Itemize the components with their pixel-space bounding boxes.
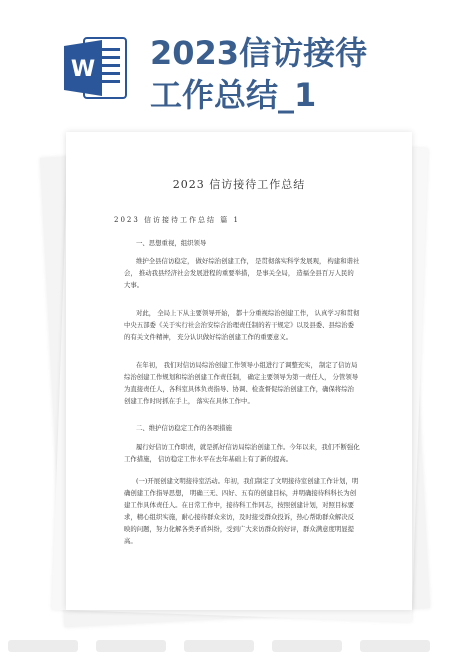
paragraph-1: 维护全县信访稳定， 做好综治创建工作， 是贯彻落实科学发展观， 构建和谐社会， 推动我县经济社会发展进程的重要举措， 是事关全局， 造福全县百万人民的大事。 — [124, 257, 360, 289]
page-title-line1: 2023信访接待 — [150, 34, 368, 72]
watermark-block — [96, 640, 166, 652]
paragraph-2: 对此， 全局上下从主要领导开始， 都十分重视综治创建工作， 认真学习和贯彻中央五部委《关于实行社会治安综合治理责任制的若干规定》以及县委、县综治委的有关文件精神， 充分认识做好综治创建工作的重要意义。 — [124, 309, 360, 341]
watermark-block — [272, 640, 342, 652]
watermark-block — [8, 640, 78, 652]
section-heading-2: 二、维护信访稳定工作的各项措施 — [136, 424, 232, 432]
page-title-line2: 工作总结_1 — [150, 76, 317, 114]
document-subtitle: 2023 信访接待工作总结 篇 1 — [114, 216, 240, 224]
paragraph-5: (一)开展创建文明接待室活动。年初，我们制定了文明接待室创建工作计划，明确创建工作指导思想， 明确三无、四好、五有的创建目标，并明确接待科科长为创建工作具体责任人。在日常工作中，接待科工作同志，按照创建计划，对照目标要求，精心组织实施，耐心接待群众来访，及时接受群众投诉，热心帮助群众解决反映的问题，努力化解各类矛盾纠纷，受到广大来访群众的好评，群众满意度明显提高。 — [124, 477, 359, 545]
watermark-block — [184, 640, 254, 652]
header — [0, 0, 474, 130]
paragraph-4: 履行好信访工作职责，就是抓好信访局综治创建工作。今年以来，我们不断强化工作措施， 信访稳定工作水平在去年基础上有了新的提高。 — [124, 443, 360, 463]
section-heading-1: 一、思想重视，组织领导 — [136, 239, 207, 247]
svg-text:W: W — [70, 57, 96, 82]
watermark-strip — [0, 640, 474, 660]
word-document-icon — [62, 34, 130, 102]
paragraph-3: 在年初， 我们对信访局综治创建工作领导小组进行了调整充实， 制定了信访局综治创建工作规划和综治创建工作责任制， 确定主要领导为第一责任人， 分管领导为直接责任人，各科室具体负责指导、协调、检查督促综治创建工作，确保将综治创建工作时时抓在手上， 落实在具体工作中。 — [124, 361, 359, 405]
document-content — [66, 132, 412, 610]
document-title: 2023 信访接待工作总结 — [172, 178, 306, 191]
watermark-block — [360, 640, 430, 652]
